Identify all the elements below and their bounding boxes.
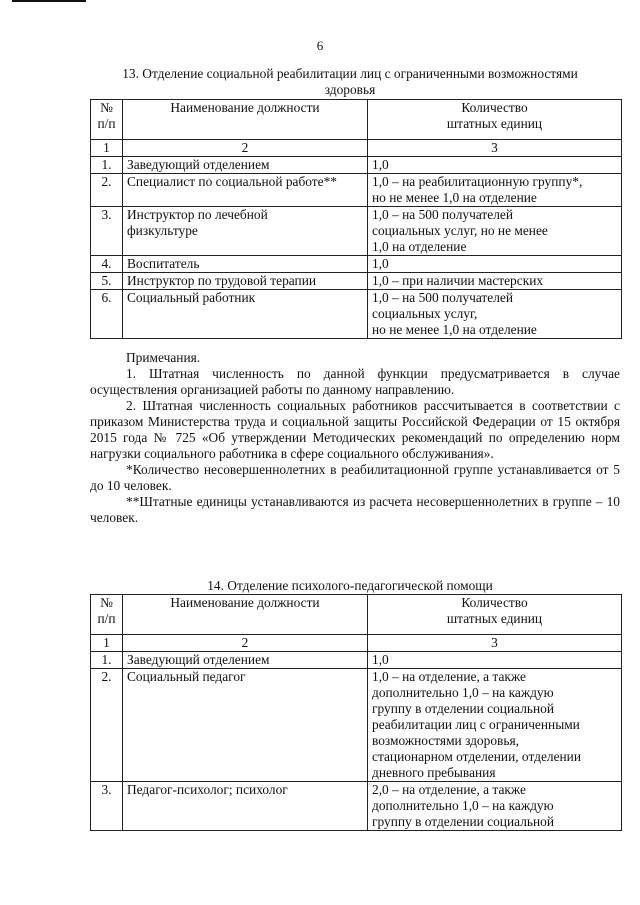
table-row: [91, 273, 622, 290]
note-item: *Количество несовершеннолетних в реабилитационной группе устанавливается от 5 до 10 человек.: [90, 462, 620, 493]
header-qty: Количество штатных единиц: [368, 100, 622, 140]
row-num: 5.: [91, 273, 123, 290]
row-num: 1.: [91, 652, 123, 669]
section13-title: 13. Отделение социальной реабилитации лиц с ограниченными возможностями здоровья: [122, 66, 578, 97]
table-row: [91, 256, 622, 273]
row-qty: 1,0: [368, 256, 622, 273]
col-number: 1: [91, 140, 123, 157]
row-name: Социальный педагог: [123, 669, 368, 782]
row-num: 3.: [91, 207, 123, 256]
note-item: 2. Штатная численность социальных работников рассчитывается в соответствии с приказом Министерства труда и социальной защиты Российской Федерации от 15 октября 2015 года № 725 «Об утверждении Методических рекомендаций по определению норм нагрузки социального работника в сфере социального обслуживания».: [90, 398, 620, 461]
column-number-row: [91, 140, 622, 157]
note-item: **Штатные единицы устанавливаются из расчета несовершеннолетних в группе – 10 человек.: [90, 494, 620, 525]
table-row: [91, 174, 622, 207]
header-qty: Количество штатных единиц: [368, 595, 622, 635]
col-number: 3: [368, 140, 622, 157]
table-row: [91, 290, 622, 339]
row-num: 2.: [91, 174, 123, 207]
table-row: [91, 782, 622, 831]
table-row: [91, 207, 622, 256]
notes-label: Примечания.: [126, 350, 201, 365]
row-qty: 1,0 – при наличии мастерских: [368, 273, 622, 290]
header-num: № п/п: [91, 595, 123, 635]
column-number-row: [91, 635, 622, 652]
row-qty: 1,0 – на реабилитационную группу*, но не менее 1,0 на отделение: [368, 174, 622, 207]
header-name: Наименование должности: [123, 100, 368, 140]
table-row: [91, 669, 622, 782]
top-rule: [12, 0, 86, 2]
row-name: Педагог-психолог; психолог: [123, 782, 368, 831]
row-num: 3.: [91, 782, 123, 831]
col-number: 2: [123, 140, 368, 157]
row-name: Специалист по социальной работе**: [123, 174, 368, 207]
table-header-row: [91, 100, 622, 140]
section14-title: 14. Отделение психолого-педагогической помощи: [207, 578, 493, 593]
row-num: 1.: [91, 157, 123, 174]
row-qty: 1,0 – на 500 получателей социальных услуг, но не менее 1,0 на отделение: [368, 290, 622, 339]
row-name: Заведующий отделением: [123, 157, 368, 174]
row-num: 6.: [91, 290, 123, 339]
row-qty: 2,0 – на отделение, а также дополнительно 1,0 – на каждую группу в отделении социальной: [368, 782, 622, 831]
section14-table: [90, 594, 622, 831]
header-num: № п/п: [91, 100, 123, 140]
row-qty: 1,0 – на отделение, а также дополнительно 1,0 – на каждую группу в отделении социальной реабилитации лиц с ограниченными возможностями здоровья, стационарном отделении, отделении дневного пребывания: [368, 669, 622, 782]
page-number: 6: [316, 38, 324, 53]
header-name: Наименование должности: [123, 595, 368, 635]
row-name: Инструктор по трудовой терапии: [123, 273, 368, 290]
row-num: 2.: [91, 669, 123, 782]
row-name: Инструктор по лечебной физкультуре: [123, 207, 368, 256]
row-name: Заведующий отделением: [123, 652, 368, 669]
notes: [90, 350, 620, 526]
table-row: [91, 652, 622, 669]
table-row: [91, 157, 622, 174]
row-qty: 1,0: [368, 157, 622, 174]
table-header-row: [91, 595, 622, 635]
row-num: 4.: [91, 256, 123, 273]
row-qty: 1,0: [368, 652, 622, 669]
note-item: 1. Штатная численность по данной функции предусматривается в случае осуществления организацией работы по данному направлению.: [90, 366, 620, 397]
col-number: 1: [91, 635, 123, 652]
section13-table: [90, 99, 622, 339]
row-qty: 1,0 – на 500 получателей социальных услуг, но не менее 1,0 на отделение: [368, 207, 622, 256]
row-name: Воспитатель: [123, 256, 368, 273]
row-name: Социальный работник: [123, 290, 368, 339]
col-number: 2: [123, 635, 368, 652]
col-number: 3: [368, 635, 622, 652]
